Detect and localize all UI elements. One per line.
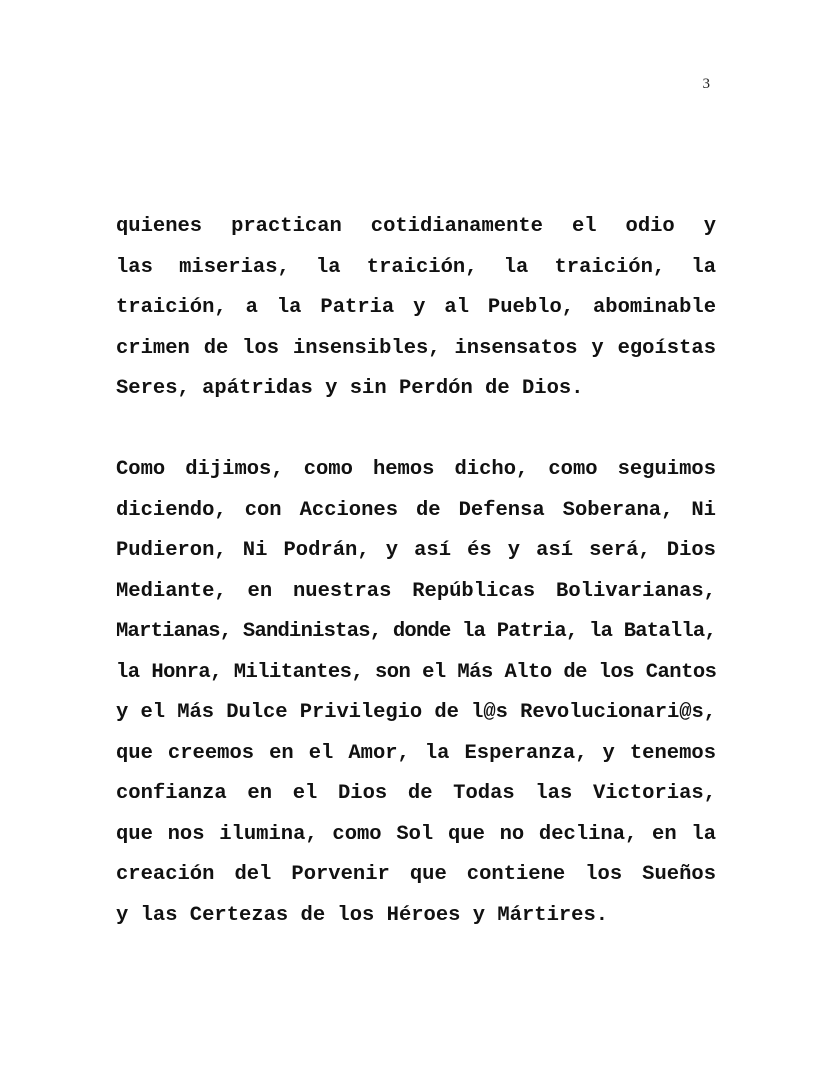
text-line: las miserias, la traición, la traición, la	[116, 255, 716, 279]
text-line: Como dijimos, como hemos dicho, como seguimos	[116, 458, 716, 481]
text-line: traición, a la Patria y al Pueblo, abominable	[116, 296, 716, 319]
paragraph-2	[116, 450, 716, 936]
text-line: quienes practican cotidianamente el odio y	[116, 215, 716, 238]
text-line: confianza en el Dios de Todas las Victorias,	[116, 782, 716, 805]
text-line: y el Más Dulce Privilegio de l@s Revolucionari@s,	[116, 701, 716, 724]
paragraph-1	[116, 207, 716, 410]
text-line: Seres, apátridas y sin Perdón de Dios.	[116, 377, 584, 400]
text-line: Martianas, Sandinistas, donde la Patria, la Batalla,	[116, 620, 716, 643]
text-line: y las Certezas de los Héroes y Mártires.	[116, 903, 609, 927]
text-line: Mediante, en nuestras Repúblicas Bolivarianas,	[116, 579, 716, 603]
page-number: 3	[702, 76, 710, 92]
text-line: crimen de los insensibles, insensatos y egoístas	[116, 336, 716, 360]
text-line: creación del Porvenir que contiene los Sueños	[116, 863, 716, 886]
text-line: Pudieron, Ni Podrán, y así és y así será, Dios	[116, 539, 716, 562]
text-line: la Honra, Militantes, son el Más Alto de los Cantos	[116, 660, 717, 684]
text-line: diciendo, con Acciones de Defensa Soberana, Ni	[116, 498, 716, 522]
text-line: que nos ilumina, como Sol que no declina, en la	[116, 822, 716, 846]
text-line: que creemos en el Amor, la Esperanza, y tenemos	[116, 741, 716, 765]
